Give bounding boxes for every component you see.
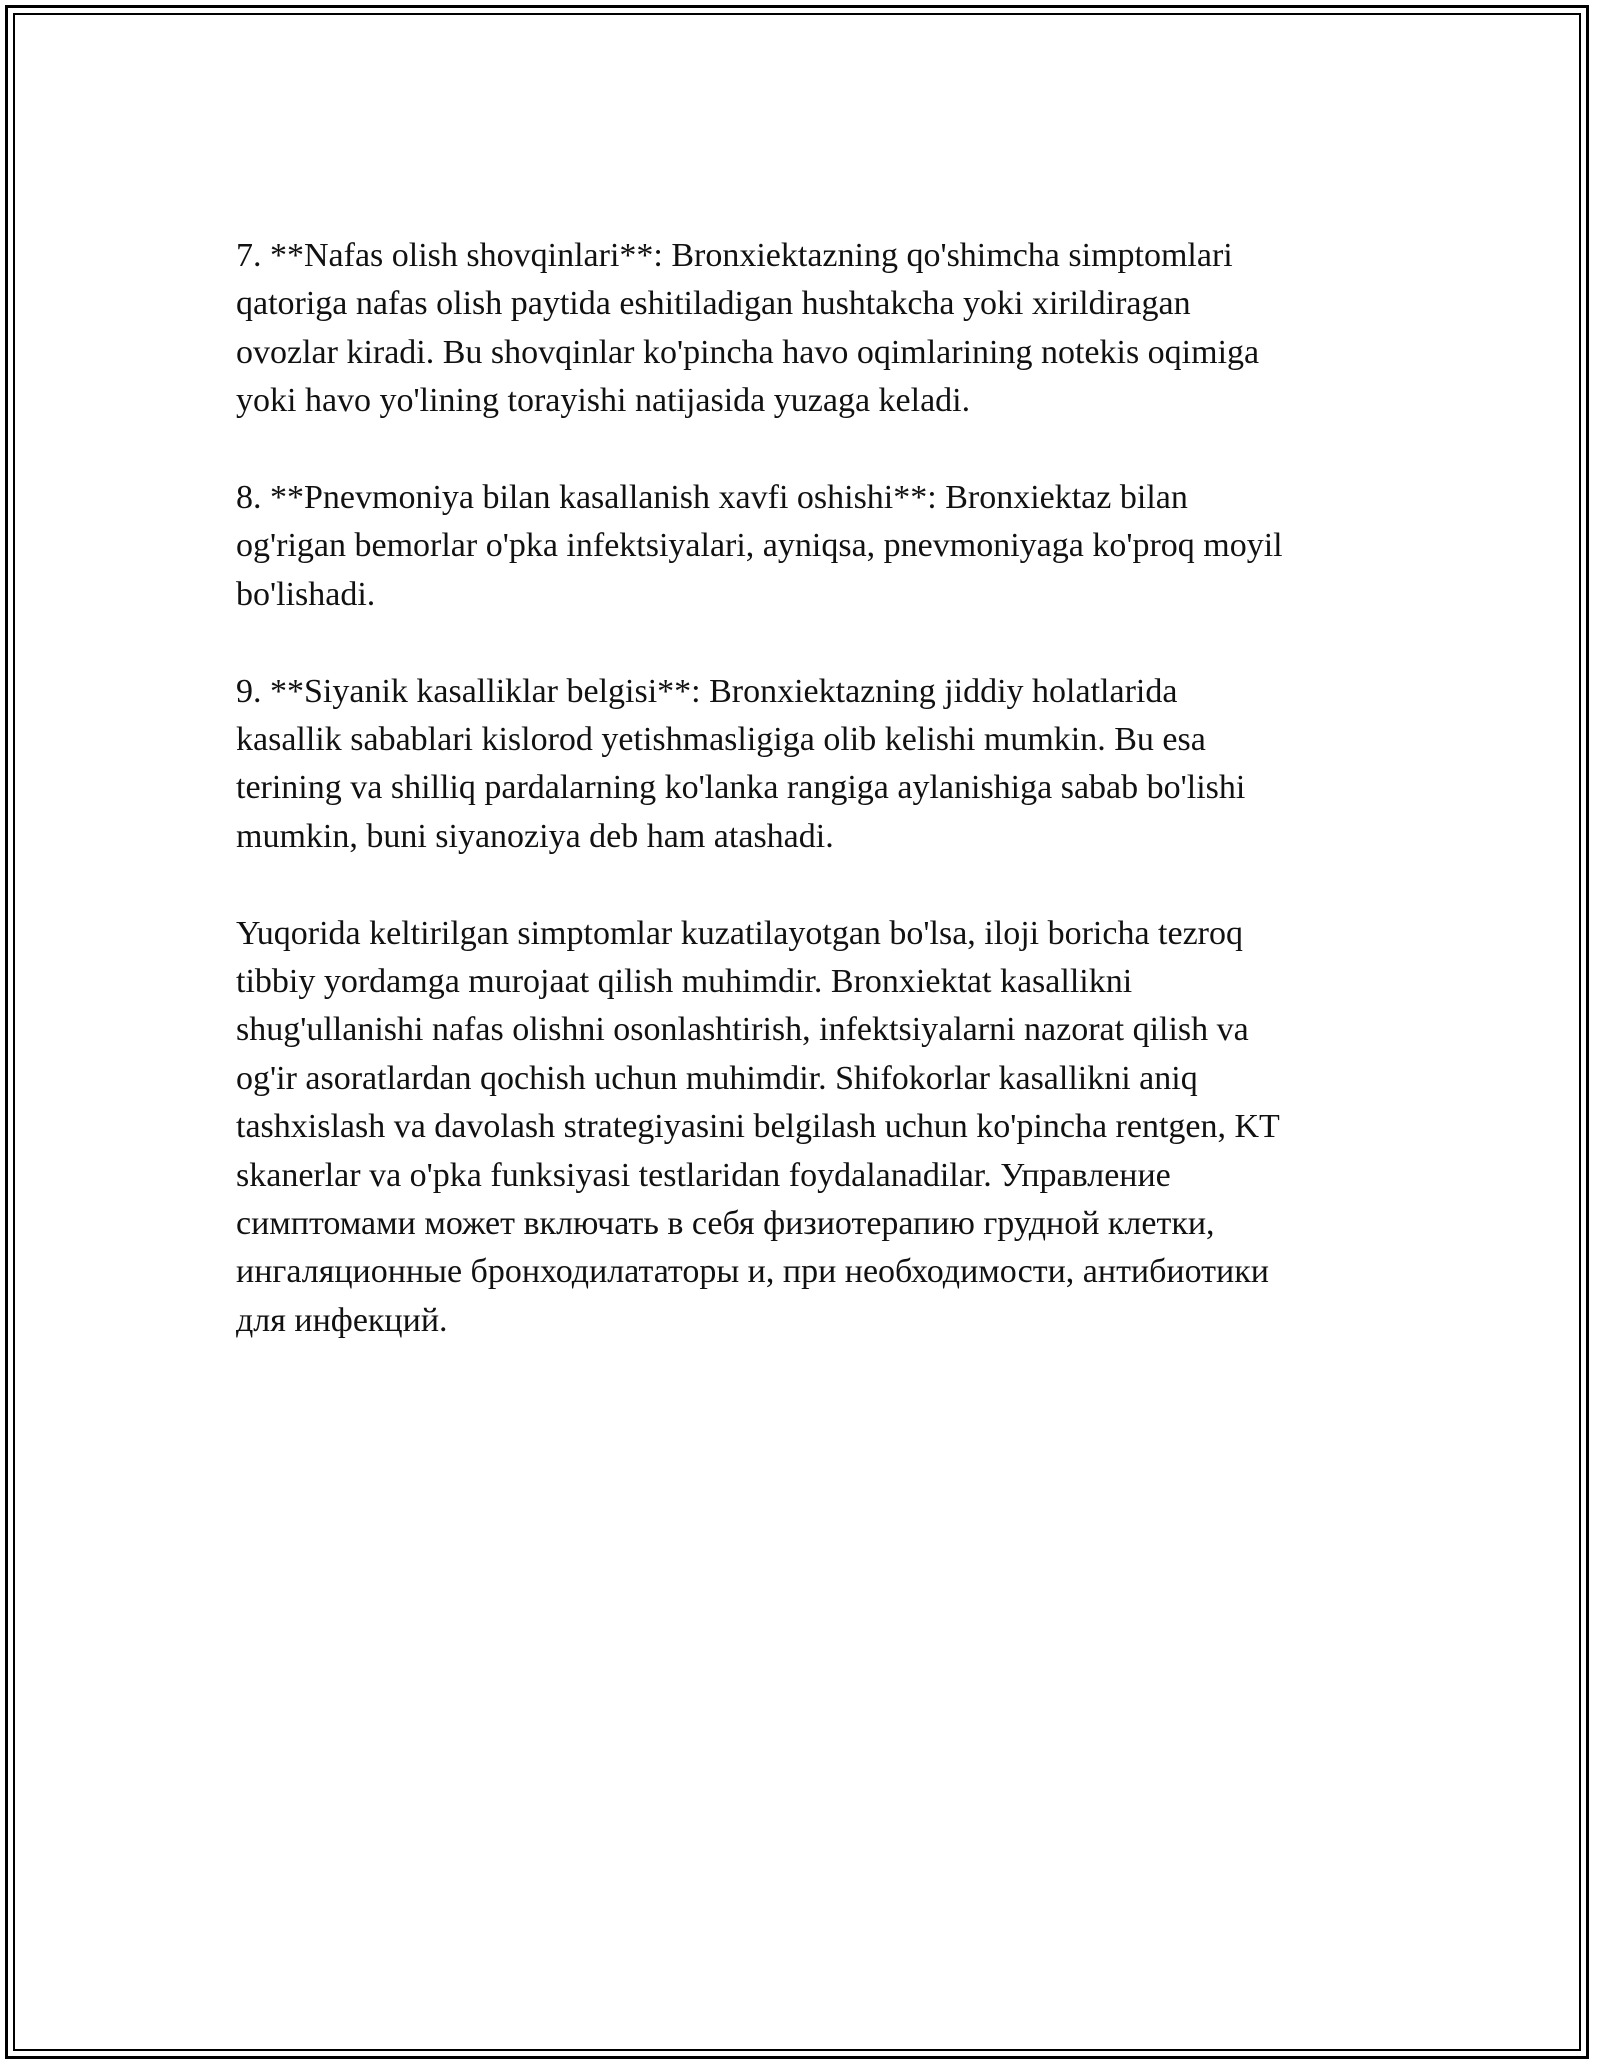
paragraph-pneumonia-risk (236, 474, 1372, 619)
text-line: shug'ullanishi nafas olishni osonlashtirish, infektsiyalarni nazorat qilish va (236, 1011, 1249, 1049)
text-line: og'rigan bemorlar o'pka infektsiyalari, ayniqsa, pnevmoniyaga ko'proq moyil (236, 527, 1283, 565)
text-line: для инфекций. (236, 1301, 448, 1339)
text-line: og'ir asoratlardan qochish uchun muhimdir. Shifokorlar kasallikni aniq (236, 1059, 1198, 1097)
text-line: terining va shilliq pardalarning ko'lanka rangiga aylanishiga sabab bo'lishi (236, 769, 1246, 807)
text-line: tashxislash va davolash strategiyasini belgilash uchun ko'pincha rentgen, KT (236, 1108, 1280, 1146)
document-body (236, 232, 1372, 1394)
text-line: Yuqorida keltirilgan simptomlar kuzatilayotgan bo'lsa, iloji boricha tezroq (236, 914, 1243, 952)
text-line: 7. **Nafas olish shovqinlari**: Bronxiektazning qo'shimcha simptomlari (236, 237, 1233, 274)
text-line: симптомами может включать в себя физиотерапию грудной клетки, (236, 1205, 1215, 1243)
text-line: tibbiy yordamga murojaat qilish muhimdir. Bronxiektat kasallikni (236, 963, 1133, 1001)
text-line: 8. **Pnevmoniya bilan kasallanish xavfi oshishi**: Bronxiektaz bilan (236, 479, 1188, 517)
text-line: kasallik sabablari kislorod yetishmasligiga olib kelishi mumkin. Bu esa (236, 721, 1206, 759)
text-line: mumkin, buni siyanoziya deb ham atashadi. (236, 817, 834, 855)
text-line: yoki havo yo'lining torayishi natijasida yuzaga keladi. (236, 382, 971, 420)
text-line: bo'lishadi. (236, 575, 376, 613)
text-line: qatoriga nafas olish paytida eshitiladigan hushtakcha yoki xirildiragan (236, 285, 1191, 323)
text-line: 9. **Siyanik kasalliklar belgisi**: Bronxiektazning jiddiy holatlarida (236, 672, 1178, 710)
text-line: ингаляционные бронходилататоры и, при необходимости, антибиотики (236, 1253, 1269, 1291)
text-line: skanerlar va o'pka funksiyasi testlaridan foydalanadilar. Управление (236, 1156, 1171, 1194)
paragraph-breathing-noises (236, 232, 1372, 426)
paragraph-conclusion (236, 910, 1372, 1346)
text-line: ovozlar kiradi. Bu shovqinlar ko'pincha havo oqimlarining notekis oqimiga (236, 333, 1260, 371)
paragraph-cyanosis (236, 668, 1372, 862)
